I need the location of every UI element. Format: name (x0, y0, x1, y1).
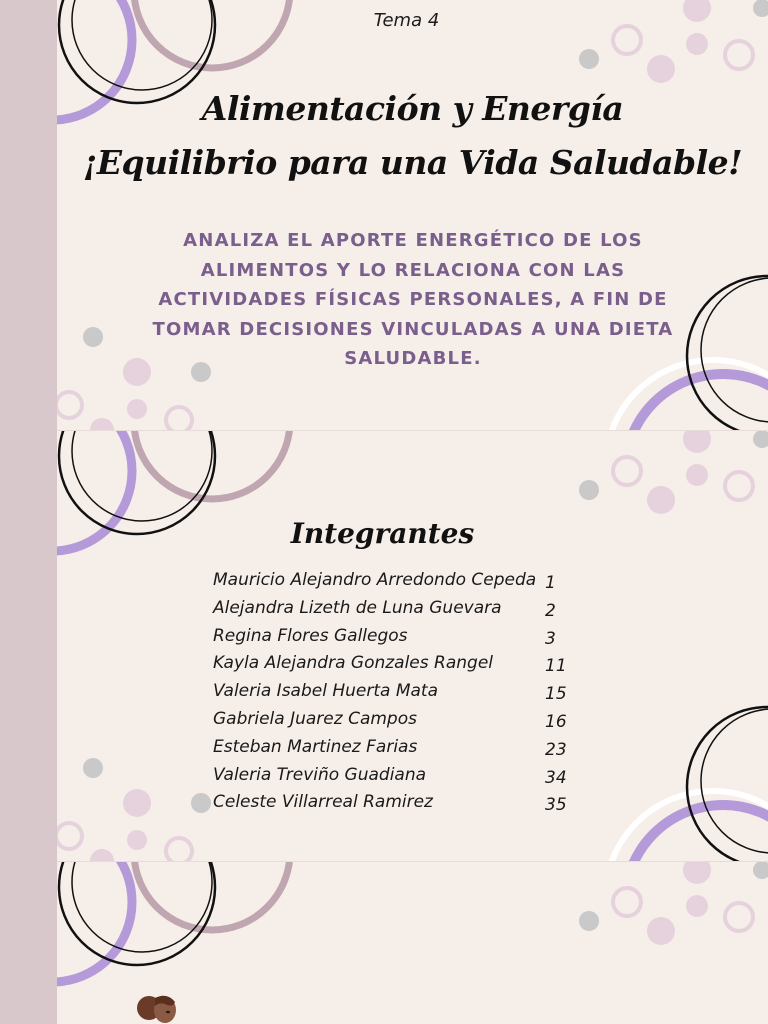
member-number: 2 (545, 600, 556, 621)
member-name: Valeria Isabel Huerta Mata (213, 681, 439, 702)
list-item (213, 626, 633, 654)
list-item (213, 792, 633, 820)
member-name: Valeria Treviño Guadiana (213, 764, 427, 785)
member-number: 1 (545, 573, 556, 593)
members-slide (57, 431, 768, 861)
list-item (213, 598, 633, 626)
learning-objective: ANALIZA EL APORTE ENERGÉTICO DE LOS ALIMENTOS Y LO RELACIONA CON LAS ACTIVIDADES FÍSICAS PERSONALES, A FIN DE TOMAR DECISIONES VINCULADAS A UNA DIETA SALUDABLE. (152, 230, 674, 369)
person-illustration-icon (135, 992, 181, 1024)
member-name: Regina Flores Gallegos (213, 625, 408, 646)
member-number: 34 (545, 767, 567, 788)
member-number: 15 (545, 684, 567, 705)
members-list (213, 570, 633, 820)
list-item (213, 737, 633, 765)
cover-slide (57, 0, 768, 430)
member-name: Gabriela Juarez Campos (213, 708, 417, 729)
title-line-1: Alimentación y Energía (201, 89, 624, 128)
list-item (213, 765, 633, 793)
member-number: 16 (545, 711, 567, 732)
members-heading: Integrantes (290, 517, 475, 550)
member-name: Alejandra Lizeth de Luna Guevara (213, 597, 502, 618)
member-name: Kayla Alejandra Gonzales Rangel (213, 653, 494, 674)
member-number: 35 (545, 795, 567, 816)
topic-label: Tema 4 (373, 10, 440, 31)
list-item (213, 681, 633, 709)
title-line-2: ¡Equilibrio para una Vida Saludable! (82, 143, 743, 182)
member-name: Celeste Villarreal Ramirez (213, 792, 433, 813)
third-slide (57, 862, 768, 1024)
member-number: 3 (545, 628, 556, 649)
list-item (213, 653, 633, 681)
list-item (213, 709, 633, 737)
member-name: Mauricio Alejandro Arredondo Cepeda (213, 570, 537, 590)
member-name: Esteban Martinez Farias (213, 736, 418, 757)
member-number: 11 (545, 656, 567, 677)
member-number: 23 (545, 739, 567, 760)
left-sidebar-strip (0, 0, 57, 1024)
page-title (57, 82, 768, 190)
list-item (213, 570, 633, 598)
